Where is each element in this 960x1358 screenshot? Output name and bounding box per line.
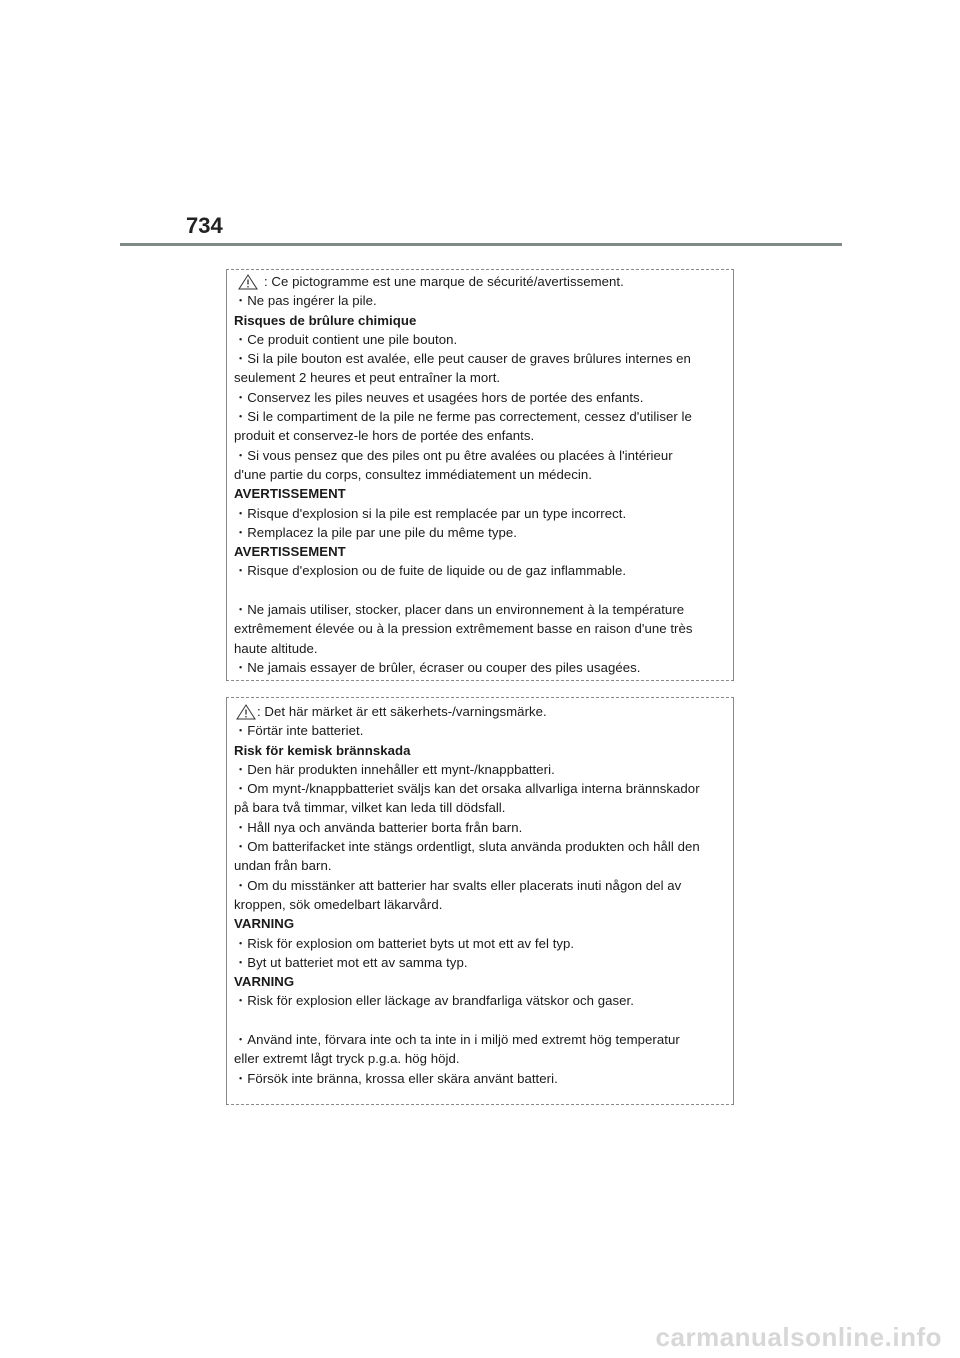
text-line: ・Byt ut batteriet mot ett av samma typ. [234, 954, 468, 970]
swedish-warning-box [226, 697, 734, 1105]
text-line: ・Si la pile bouton est avalée, elle peut causer de graves brûlures internes en [234, 351, 691, 367]
text-line: eller extremt lågt tryck p.g.a. hög höjd. [234, 1051, 460, 1067]
text-line: ・Si vous pensez que des piles ont pu être avalées ou placées à l'intérieur [234, 447, 673, 463]
text-line: på bara två timmar, vilket kan leda till dödsfall. [234, 800, 506, 816]
french-lines [234, 291, 733, 677]
text-line: ・Förtär inte batteriet. [234, 723, 364, 739]
section-heading: AVERTISSEMENT [234, 486, 346, 502]
section-heading: AVERTISSEMENT [234, 544, 346, 560]
french-warning-box [226, 269, 734, 681]
swedish-intro-text: : Det här märket är ett säkerhets-/varningsmärke. [257, 704, 547, 719]
text-line: kroppen, sök omedelbart läkarvård. [234, 896, 443, 912]
section-heading: Risques de brûlure chimique [234, 312, 417, 328]
warning-triangle-icon [236, 704, 256, 720]
text-line: ・Ne jamais utiliser, stocker, placer dans un environnement à la température [234, 602, 685, 618]
text-line: ・Risque d'explosion ou de fuite de liquide ou de gaz inflammable. [234, 563, 627, 579]
text-line: ・Den här produkten innehåller ett mynt-/knappbatteri. [234, 761, 555, 777]
french-intro-text: : Ce pictogramme est une marque de sécurité/avertissement. [264, 274, 624, 289]
text-line: haute altitude. [234, 640, 318, 656]
text-line: ・Risk för explosion om batteriet byts ut mot ett av fel typ. [234, 935, 575, 951]
text-line: extrêmement élevée ou à la pression extrêmement basse en raison d'une très [234, 621, 693, 637]
text-line: ・Conservez les piles neuves et usagées hors de portée des enfants. [234, 389, 644, 405]
page-number: 734 [186, 213, 223, 238]
text-line: ・Om batterifacket inte stängs ordentligt, sluta använda produkten och håll den [234, 839, 700, 855]
text-line: ・Om du misstänker att batterier har svalts eller placerats inuti någon del av [234, 877, 682, 893]
text-line: ・Försök inte bränna, krossa eller skära använt batteri. [234, 1070, 558, 1086]
swedish-intro-line [234, 702, 733, 721]
text-line: seulement 2 heures et peut entraîner la mort. [234, 370, 501, 386]
text-line: ・Risque d'explosion si la pile est remplacée par un type incorrect. [234, 505, 627, 521]
text-line: d'une partie du corps, consultez immédiatement un médecin. [234, 466, 593, 482]
french-intro-line [234, 272, 733, 291]
section-heading: VARNING [234, 974, 295, 990]
text-line: ・Ce produit contient une pile bouton. [234, 331, 458, 347]
text-line: ・Om mynt-/knappbatteriet sväljs kan det orsaka allvarliga interna brännskador [234, 781, 700, 797]
header-rule [120, 243, 842, 246]
text-line: ・Risk för explosion eller läckage av brandfarliga vätskor och gaser. [234, 993, 634, 1009]
text-line: ・Ne jamais essayer de brûler, écraser ou couper des piles usagées. [234, 659, 641, 675]
site-watermark: carmanualsonline.info [655, 1322, 942, 1352]
text-line: ・Använd inte, förvara inte och ta inte in i miljö med extremt hög temperatur [234, 1032, 680, 1048]
section-heading: Risk för kemisk brännskada [234, 742, 411, 758]
text-line: produit et conservez-le hors de portée des enfants. [234, 428, 535, 444]
warning-triangle-icon [238, 274, 258, 290]
swedish-lines [234, 721, 733, 1088]
text-line: ・Ne pas ingérer la pile. [234, 293, 377, 309]
text-line: undan från barn. [234, 858, 332, 874]
text-line: ・Si le compartiment de la pile ne ferme pas correctement, cessez d'utiliser le [234, 409, 692, 425]
text-line: ・Håll nya och använda batterier borta från barn. [234, 819, 523, 835]
text-line: ・Remplacez la pile par une pile du même type. [234, 524, 517, 540]
section-heading: VARNING [234, 916, 295, 932]
